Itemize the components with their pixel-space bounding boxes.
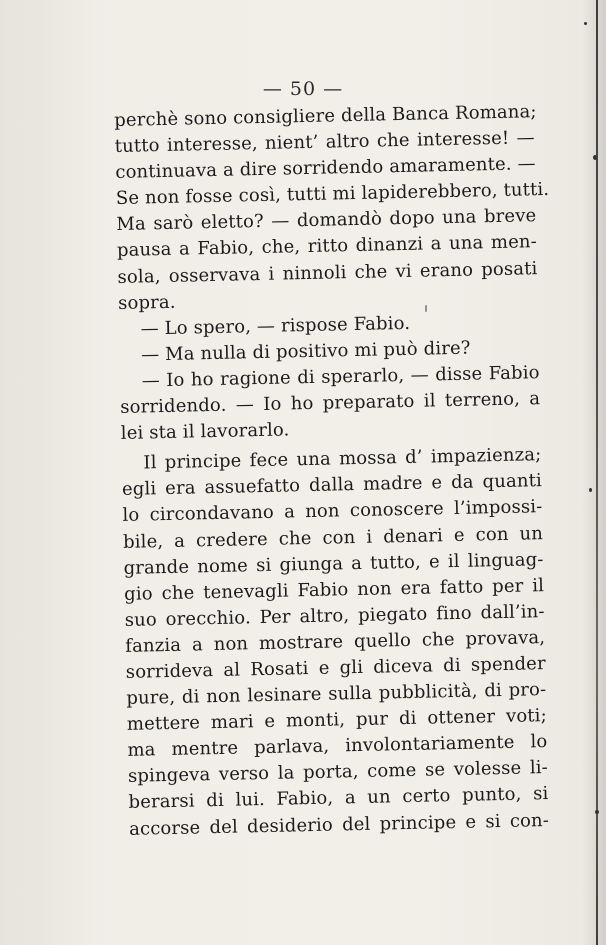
page-edge-shadow [582, 0, 606, 945]
ink-speck [593, 155, 597, 160]
text-line: lo circondavano a non conoscere l’impossi- [122, 496, 543, 527]
text-line: continuava a dire sorridendo amaramente. — [115, 153, 536, 184]
text-line: berarsi di lui. Fabio, a un certo punto, si [128, 783, 549, 814]
text-line: bile, a credere che con i denari e con un [122, 522, 544, 553]
binding-edge [596, 0, 598, 945]
text-line: gio che tenevagli Fabio non era fatto per il [123, 574, 545, 605]
text-line: sorrideva al Rosati e gli diceva di spender [125, 653, 546, 683]
text-line: spingeva verso la porta, come se volesse li- [127, 757, 549, 788]
ink-speck [584, 22, 587, 25]
text-line: ma mentre parlava, involontariamente lo [127, 731, 548, 762]
text-line: — Ma nulla di positivo mi può dire? [140, 337, 471, 366]
text-line: Se non fosse così, tutti mi lapiderebbero, tutti. [115, 179, 550, 210]
body-text [114, 99, 549, 842]
text-line: Il principe fece una mossa d’ impazienza; [143, 444, 542, 474]
text-line: fanzia a non mostrare quello che provava, [125, 626, 546, 657]
page-number: — 50 — [262, 78, 344, 100]
text-line: sopra. [117, 291, 176, 314]
text-line: — Io ho ragione di sperarlo, — disse Fabio [141, 362, 540, 392]
ink-speck [589, 488, 592, 492]
text-line: tutto interesse, nient’ altro che interesse! — [114, 127, 535, 158]
text-line: suo orecchio. Per altro, piegato fino dall’in- [124, 600, 545, 631]
text-line: sola, osservava i ninnoli che vi erano posati [117, 257, 538, 288]
text-line: pure, di non lesinare sulla pubblicità, di pro- [126, 679, 547, 709]
text-line: perchè sono consigliere della Banca Romana; [114, 101, 537, 131]
text-line: — Lo spero, — rispose Fabio. [140, 312, 411, 340]
text-line: accorse del desiderio del principe e si con- [128, 809, 550, 840]
text-line: grande nome si giunga a tutto, e il linguag- [123, 548, 544, 579]
text-line: lei sta il lavorarlo. [120, 419, 290, 445]
text-line: Ma sarò eletto? — domandò dopo una breve [116, 205, 537, 236]
text-line: pausa a Fabio, che, ritto dinanzi a una men- [116, 231, 538, 262]
text-line: mettere mari e monti, pur di ottener voti; [126, 705, 548, 736]
text-line: sorridendo. — Io ho preparato il terreno, a [120, 388, 541, 418]
text-line: egli era assuefatto dalla madre e da quanti [121, 470, 543, 501]
ink-speck [595, 810, 599, 814]
